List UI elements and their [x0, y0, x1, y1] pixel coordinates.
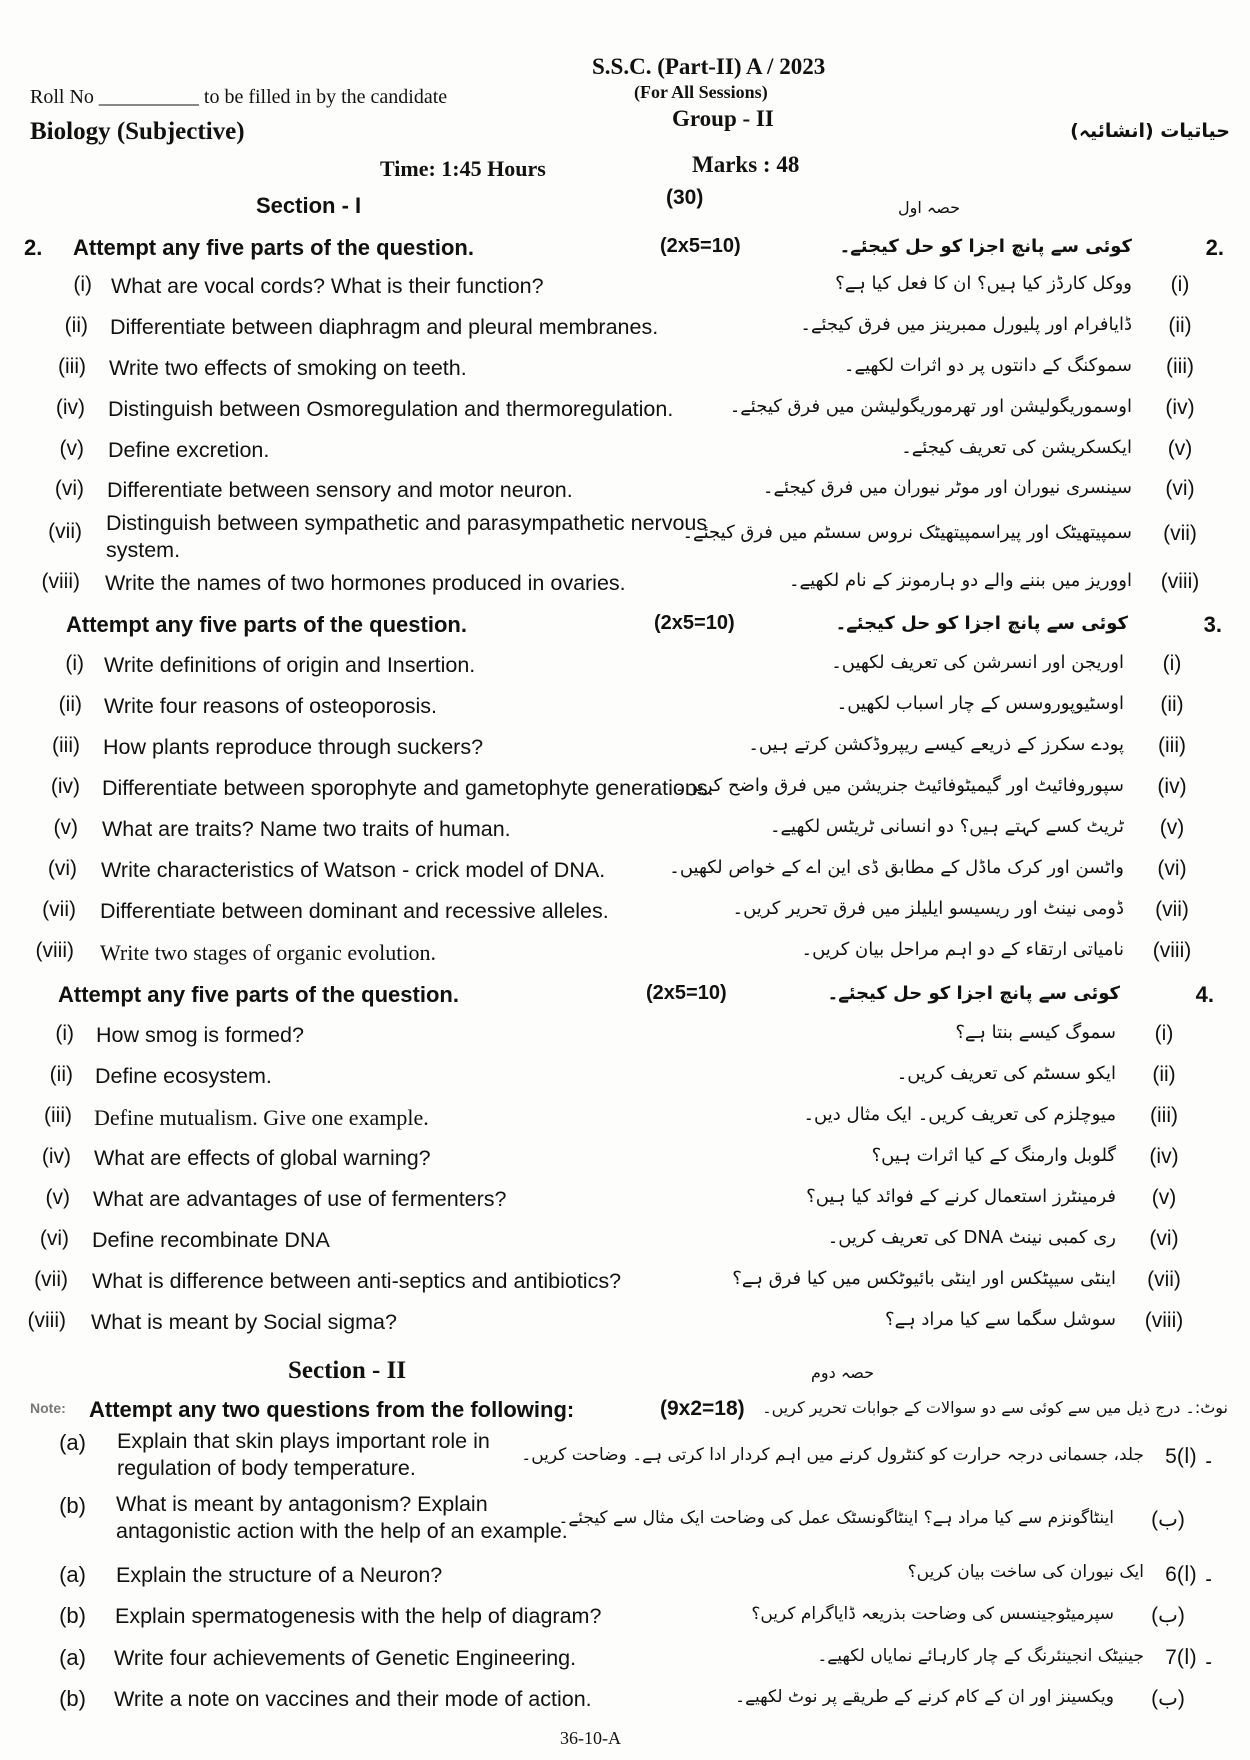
- item-text-urdu: ٹریٹ کسے کہتے ہیں؟ دو انسانی ٹریٹس لکھیے۔: [769, 816, 1124, 837]
- item-number-urdu: (vii): [1155, 898, 1189, 921]
- item-number: (vi): [47, 857, 77, 880]
- item-text: Differentiate between diaphragm and pleural membranes.: [110, 315, 659, 339]
- question-4-item: [0, 1268, 1250, 1308]
- item-label: (a): [59, 1562, 86, 1587]
- question-3-item: [0, 939, 1250, 979]
- question-3-item: [0, 652, 1250, 692]
- item-number: (ii): [58, 693, 82, 716]
- long-question-item: [0, 1491, 1250, 1553]
- item-text-urdu: جینیٹک انجینئرنگ کے چار کارہائے نمایاں لکھیے۔: [817, 1646, 1144, 1666]
- question-2-item: [0, 314, 1250, 354]
- item-text-urdu: اوریجن اور انسرشن کی تعریف لکھیں۔: [831, 652, 1124, 673]
- item-number: (i): [73, 273, 92, 296]
- section-2-title: Section - II: [288, 1357, 407, 1384]
- item-number: (iv): [50, 775, 80, 798]
- item-text: What are effects of global warning?: [94, 1146, 431, 1170]
- item-text: Define mutualism. Give one example.: [94, 1105, 429, 1130]
- section-2-title-urdu: حصہ دوم: [811, 1363, 874, 1382]
- question-4-heading: Attempt any five parts of the question.: [58, 982, 459, 1007]
- item-number: (viii): [27, 1309, 66, 1332]
- question-3-item: [0, 693, 1250, 733]
- question-3-heading: Attempt any five parts of the question.: [66, 612, 467, 637]
- item-number-urdu: (ب): [1151, 1687, 1185, 1710]
- question-3-heading-urdu: کوئی سے پانچ اجزا کو حل کیجئے۔: [835, 613, 1128, 634]
- item-number-urdu: (iii): [1166, 355, 1194, 378]
- long-question-item: [0, 1645, 1250, 1685]
- item-number-urdu: (viii): [1152, 939, 1192, 962]
- question-4-item: [0, 1104, 1250, 1144]
- item-number: (v): [45, 1186, 70, 1209]
- question-3-number: 3.: [1203, 612, 1222, 637]
- item-text-urdu: واٹسن اور کرک ماڈل کے مطابق ڈی این اے کے خواص لکھیں۔: [669, 857, 1124, 878]
- item-number: (v): [53, 816, 78, 839]
- item-text: What are advantages of use of fermenters?: [93, 1187, 507, 1211]
- item-number-urdu: (iv): [1149, 1145, 1179, 1168]
- question-3-item: [0, 898, 1250, 938]
- item-number: (vii): [34, 1268, 68, 1291]
- question-2-prefix: 2.: [24, 235, 43, 260]
- item-text: Write a note on vaccines and their mode of action.: [114, 1687, 592, 1711]
- item-number-urdu: 6۔ (ا): [1165, 1563, 1215, 1586]
- item-text-urdu: سینسری نیوران اور موٹر نیوران میں فرق کیجئے۔: [762, 477, 1132, 498]
- item-text: Define excretion.: [108, 438, 270, 462]
- question-4-item: [0, 1145, 1250, 1185]
- question-3-marks: (2x5=10): [654, 612, 735, 634]
- item-number: (viii): [41, 570, 80, 593]
- question-2-item: [0, 355, 1250, 395]
- item-text-line-1: What is meant by antagonism? Explain: [116, 1492, 488, 1516]
- exam-title: S.S.C. (Part-II) A / 2023: [592, 54, 826, 79]
- item-text-urdu: سموگ کیسے بنتا ہے؟: [955, 1022, 1116, 1043]
- item-text: Write two stages of organic evolution.: [100, 940, 436, 965]
- question-2-heading: Attempt any five parts of the question.: [73, 235, 474, 260]
- question-4-item: [0, 1186, 1250, 1226]
- item-text: Differentiate between sporophyte and gametophyte generations.: [102, 776, 714, 800]
- item-text: Explain the structure of a Neuron?: [116, 1563, 443, 1587]
- item-text: How smog is formed?: [96, 1023, 304, 1047]
- item-text-urdu: ڈومی نینٹ اور ریسیسو ایلیلز میں فرق تحریر کریں۔: [732, 898, 1124, 919]
- item-number: (ii): [49, 1063, 73, 1086]
- item-number-urdu: (iii): [1150, 1104, 1178, 1127]
- item-number: (vii): [48, 520, 82, 543]
- item-text-urdu: سپوروفائیٹ اور گیمیٹوفائیٹ جنریشن میں فرق واضح کریں۔: [674, 775, 1124, 796]
- item-number-urdu: (iv): [1157, 775, 1187, 798]
- item-text: Define recombinate DNA: [92, 1228, 330, 1252]
- question-3-item: [0, 775, 1250, 815]
- item-text-urdu: ویکسینز اور ان کے کام کرنے کے طریقے پر نوٹ لکھیے۔: [735, 1687, 1114, 1707]
- item-text: Define ecosystem.: [95, 1064, 272, 1088]
- item-text-urdu: نامیاتی ارتقاء کے دو اہم مراحل بیان کریں۔: [801, 939, 1124, 960]
- item-text: Explain spermatogenesis with the help of diagram?: [115, 1604, 602, 1628]
- item-number-urdu: (ب): [1151, 1508, 1185, 1531]
- item-number-urdu: (ii): [1152, 1063, 1176, 1086]
- question-3-item: [0, 857, 1250, 897]
- long-question-item: [0, 1686, 1250, 1726]
- section-1-title: Section - I: [256, 193, 362, 218]
- item-number-urdu: (ii): [1168, 314, 1192, 337]
- time-label: Time: 1:45 Hours: [380, 156, 546, 181]
- item-text-line-1: Explain that skin plays important role in: [117, 1429, 490, 1453]
- question-4-marks: (2x5=10): [646, 982, 727, 1004]
- item-text-urdu: گلوبل وارمنگ کے کیا اثرات ہیں؟: [871, 1145, 1116, 1166]
- item-label: (b): [59, 1603, 86, 1628]
- question-2-marks: (2x5=10): [660, 235, 741, 257]
- item-number-urdu: (vi): [1157, 857, 1187, 880]
- item-label: (b): [59, 1686, 86, 1711]
- item-number-urdu: (vii): [1147, 1268, 1181, 1291]
- question-4-item: [0, 1063, 1250, 1103]
- item-number-urdu: (iii): [1158, 734, 1186, 757]
- question-4-item: [0, 1022, 1250, 1062]
- item-text: Write definitions of origin and Insertion.: [104, 653, 476, 677]
- item-text-urdu: پودے سکرز کے ذریعے کیسے ریپروڈکشن کرتے ہیں۔: [748, 734, 1124, 755]
- section-2-heading-urdu: نوٹ:۔ درج ذیل میں سے کوئی سے دو سوالات کے جوابات تحریر کریں۔: [762, 1398, 1228, 1417]
- section-1-marks: (30): [666, 186, 704, 209]
- item-number: (vii): [42, 898, 76, 921]
- question-2-item: [0, 570, 1250, 610]
- item-number: (iii): [44, 1104, 72, 1127]
- item-text: What is meant by Social sigma?: [91, 1310, 397, 1334]
- item-text-urdu: اوسٹیوپوروسس کے چار اسباب لکھیں۔: [836, 693, 1124, 714]
- item-text: How plants reproduce through suckers?: [103, 735, 484, 759]
- item-number-urdu: (iv): [1165, 396, 1195, 419]
- item-number: (vi): [39, 1227, 69, 1250]
- subject-title: Biology (Subjective): [30, 118, 245, 145]
- item-number: (iv): [41, 1145, 71, 1168]
- item-text: Differentiate between sensory and motor neuron.: [107, 478, 573, 502]
- item-text-urdu: ایکسکریشن کی تعریف کیجئے۔: [901, 437, 1132, 458]
- item-text-urdu: سپرمیٹوجینسس کی وضاحت بذریعہ ڈایاگرام کریں؟: [751, 1604, 1114, 1624]
- question-2-number: 2.: [1205, 235, 1224, 260]
- item-number: (iii): [52, 734, 80, 757]
- question-4-number: 4.: [1195, 982, 1214, 1007]
- item-number: (iii): [58, 355, 86, 378]
- long-question-item: [0, 1562, 1250, 1602]
- item-number-urdu: (i): [1170, 273, 1190, 296]
- item-text-urdu: ووکل کارڈز کیا ہیں؟ ان کا فعل کیا ہے؟: [835, 273, 1132, 294]
- question-2-item: [0, 437, 1250, 477]
- long-question-item: [0, 1603, 1250, 1643]
- item-number-urdu: 7۔ (ا): [1165, 1646, 1215, 1669]
- item-text-urdu: جلد، جسمانی درجہ حرارت کو کنٹرول کرنے میں اہم کردار ادا کرتی ہے۔ وضاحت کریں۔: [521, 1445, 1144, 1465]
- item-text: What is difference between anti-septics and antibiotics?: [92, 1269, 622, 1293]
- item-number-urdu: (v): [1159, 816, 1185, 839]
- marks-label: Marks : 48: [692, 152, 800, 177]
- question-4-item: [0, 1227, 1250, 1267]
- item-number: (iv): [55, 396, 85, 419]
- item-text-urdu: ری کمبی نینٹ DNA کی تعریف کریں۔: [827, 1227, 1116, 1248]
- item-text-line-2: regulation of body temperature.: [117, 1456, 416, 1480]
- item-number-urdu: (ii): [1160, 693, 1184, 716]
- section-2-prefix: Note:: [30, 1400, 66, 1416]
- item-number-urdu: (i): [1154, 1022, 1174, 1045]
- item-number-urdu: (vii): [1163, 522, 1197, 545]
- item-text-urdu: ایکو سسٹم کی تعریف کریں۔: [896, 1063, 1116, 1084]
- section-1-title-urdu: حصہ اول: [897, 198, 960, 217]
- item-number-urdu: (v): [1167, 437, 1193, 460]
- item-number: (v): [59, 437, 84, 460]
- item-number-urdu: (ب): [1151, 1604, 1185, 1627]
- roll-no-line: Roll No __________ to be filled in by the candidate: [30, 86, 448, 108]
- item-text: Write four reasons of osteoporosis.: [104, 694, 438, 718]
- section-2-heading: Attempt any two questions from the following:: [89, 1397, 575, 1422]
- section-2-marks: (9x2=18): [660, 1397, 745, 1420]
- item-number-urdu: (v): [1151, 1186, 1177, 1209]
- item-text-urdu: فرمینٹرز استعمال کرنے کے فوائد کیا ہیں؟: [806, 1186, 1116, 1207]
- item-text-line-2: antagonistic action with the help of an example.: [116, 1519, 568, 1543]
- question-3-item: [0, 734, 1250, 774]
- item-text: Write characteristics of Watson - crick model of DNA.: [101, 858, 606, 882]
- item-number-urdu: (viii): [1160, 570, 1200, 593]
- item-text-urdu: اووریز میں بننے والے دو ہارمونز کے نام لکھیے۔: [788, 570, 1132, 591]
- item-text-line-1: Distinguish between sympathetic and parasympathetic nervous: [106, 511, 708, 535]
- question-2-item: [0, 510, 1250, 570]
- item-text: Distinguish between Osmoregulation and thermoregulation.: [108, 397, 674, 421]
- item-text-urdu: سموکنگ کے دانتوں پر دو اثرات لکھیے۔: [843, 355, 1132, 376]
- item-label: (a): [59, 1430, 86, 1455]
- item-text-urdu: اینٹی سیپٹکس اور اینٹی بائیوٹکس میں کیا فرق ہے؟: [732, 1268, 1116, 1289]
- item-text: What are traits? Name two traits of human.: [102, 817, 511, 841]
- item-label: (a): [59, 1645, 86, 1670]
- item-label: (b): [59, 1493, 86, 1518]
- item-text: Write the names of two hormones produced in ovaries.: [105, 571, 626, 595]
- item-number: (ii): [64, 314, 88, 337]
- question-4-item: [0, 1309, 1250, 1349]
- item-number-urdu: 5۔ (ا): [1165, 1445, 1215, 1468]
- sessions-label: (For All Sessions): [634, 82, 768, 102]
- item-number-urdu: (vi): [1149, 1227, 1179, 1250]
- item-text: Differentiate between dominant and recessive alleles.: [100, 899, 609, 923]
- item-text-urdu: اوسموریگولیشن اور تھرموریگولیشن میں فرق کیجئے۔: [729, 396, 1132, 417]
- item-text: Write two effects of smoking on teeth.: [109, 356, 467, 380]
- group-label: Group - II: [672, 106, 774, 131]
- item-number: (viii): [35, 939, 74, 962]
- item-text-line-2: system.: [106, 538, 181, 562]
- item-number: (i): [65, 652, 84, 675]
- item-text-urdu: ڈایافرام اور پلیورل ممبرینز میں فرق کیجئے۔: [800, 314, 1132, 335]
- item-text-urdu: میوچلزم کی تعریف کریں۔ ایک مثال دیں۔: [803, 1104, 1116, 1125]
- item-text-urdu: ایک نیوران کی ساخت بیان کریں؟: [907, 1562, 1144, 1582]
- item-number: (vi): [54, 477, 84, 500]
- question-2-item: [0, 396, 1250, 436]
- question-2-item: [0, 273, 1250, 313]
- item-text: What are vocal cords? What is their function?: [111, 274, 544, 298]
- subject-title-urdu: حیاتیات (انشائیہ): [1070, 120, 1230, 142]
- page-footer-code: 36-10-A: [560, 1728, 621, 1748]
- item-text: Write four achievements of Genetic Engineering.: [114, 1646, 577, 1670]
- item-number: (i): [55, 1022, 74, 1045]
- question-3-item: [0, 816, 1250, 856]
- item-number-urdu: (vi): [1165, 477, 1195, 500]
- question-2-heading-urdu: کوئی سے پانچ اجزا کو حل کیجئے۔: [839, 236, 1132, 257]
- item-number-urdu: (i): [1162, 652, 1182, 675]
- item-number-urdu: (viii): [1144, 1309, 1184, 1332]
- item-text-urdu: سمپیتھیٹک اور پیراسمپیتھیٹک نروس سسٹم میں فرق کیجئے۔: [682, 522, 1132, 543]
- long-question-item: [0, 1428, 1250, 1490]
- item-text-urdu: اینٹاگونزم سے کیا مراد ہے؟ اینٹاگونسٹک عمل کی وضاحت ایک مثال سے کیجئے۔: [558, 1508, 1114, 1528]
- question-4-heading-urdu: کوئی سے پانچ اجزا کو حل کیجئے۔: [827, 983, 1120, 1004]
- item-text-urdu: سوشل سگما سے کیا مراد ہے؟: [885, 1309, 1116, 1330]
